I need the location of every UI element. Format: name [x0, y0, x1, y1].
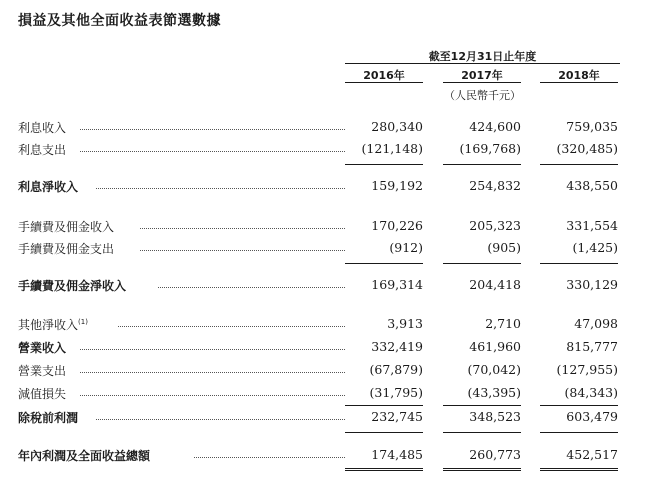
cell-2017: (169,768) [459, 141, 521, 156]
cell-2018: 452,517 [566, 447, 618, 462]
year-rule [443, 82, 521, 83]
subtotal-rule [540, 263, 618, 264]
row-label: 利息淨收入 [18, 180, 79, 194]
subtotal-rule [345, 405, 423, 406]
row-label: 手續費及佣金支出 [18, 242, 115, 256]
row-impairment-loss [18, 385, 618, 405]
total-double-rule [540, 468, 618, 471]
row-label: 減值損失 [18, 387, 67, 401]
cell-2017: 461,960 [469, 339, 521, 354]
cell-2018: (127,955) [556, 362, 618, 377]
cell-2017: 348,523 [469, 409, 521, 424]
leader-dots [80, 151, 345, 152]
cell-2016: 170,226 [371, 218, 423, 233]
subtotal-rule [345, 263, 423, 264]
cell-2016: 232,745 [371, 409, 423, 424]
year-header-2018: 2018年 [558, 69, 600, 82]
cell-2017: (43,395) [467, 385, 521, 400]
leader-dots [80, 372, 345, 373]
leader-dots [80, 395, 345, 396]
year-header-2017: 2017年 [461, 69, 503, 82]
row-interest-income [18, 119, 618, 139]
total-double-rule [345, 468, 423, 471]
footnote-marker: (1) [78, 318, 88, 326]
row-fee-expense [18, 240, 618, 260]
unit-label: （人民幣千元） [444, 89, 521, 102]
leader-dots [80, 349, 345, 350]
leader-dots [194, 457, 345, 458]
header-rule [345, 63, 620, 64]
subtotal-rule [345, 432, 423, 433]
year-rule [345, 82, 423, 83]
row-label: 手續費及佣金淨收入 [18, 279, 127, 293]
cell-2018: (320,485) [556, 141, 618, 156]
leader-dots [118, 326, 345, 327]
period-header: 截至12月31日止年度 [428, 50, 537, 63]
row-label [18, 316, 88, 333]
leader-dots [80, 129, 345, 130]
cell-2016: (121,148) [361, 141, 423, 156]
subtotal-rule [443, 263, 521, 264]
cell-2016: 174,485 [371, 447, 423, 462]
leader-dots [96, 188, 345, 189]
row-label: 利息收入 [18, 121, 67, 135]
row-interest-expense [18, 141, 618, 161]
leader-dots [96, 419, 345, 420]
cell-2017: 205,323 [469, 218, 521, 233]
cell-2016: 332,419 [371, 339, 423, 354]
row-net-interest-income [18, 178, 618, 198]
cell-2016: 280,340 [371, 119, 423, 134]
row-net-fee-income [18, 277, 618, 297]
row-label: 利息支出 [18, 143, 67, 157]
row-profit-before-tax [18, 409, 618, 429]
cell-2017: 2,710 [485, 316, 521, 331]
cell-2018: (84,343) [564, 385, 618, 400]
row-fee-income [18, 218, 618, 238]
row-other-net-income [18, 316, 618, 336]
total-double-rule [443, 468, 521, 471]
cell-2016: (67,879) [369, 362, 423, 377]
table-title: 損益及其他全面收益表節選數據 [18, 13, 221, 29]
cell-2018: 331,554 [566, 218, 618, 233]
leader-dots [158, 287, 345, 288]
cell-2018: 603,479 [566, 409, 618, 424]
year-rule [540, 82, 618, 83]
cell-2016: (912) [389, 240, 423, 255]
cell-2017: 424,600 [469, 119, 521, 134]
cell-2016: 3,913 [387, 316, 423, 331]
cell-2018: 815,777 [566, 339, 618, 354]
cell-2016: 169,314 [371, 277, 423, 292]
cell-2018: 47,098 [574, 316, 618, 331]
leader-dots [140, 228, 345, 229]
subtotal-rule [540, 164, 618, 165]
subtotal-rule [540, 432, 618, 433]
leader-dots [140, 250, 345, 251]
cell-2018: 330,129 [566, 277, 618, 292]
row-total-comprehensive-income [18, 447, 618, 467]
row-operating-expense [18, 362, 618, 382]
cell-2016: (31,795) [369, 385, 423, 400]
cell-2018: (1,425) [572, 240, 618, 255]
subtotal-rule [345, 164, 423, 165]
year-header-2016: 2016年 [363, 69, 405, 82]
subtotal-rule [443, 432, 521, 433]
cell-2017: 260,773 [469, 447, 521, 462]
row-label: 除稅前利潤 [18, 411, 79, 425]
row-label-text: 其他淨收入 [18, 318, 79, 332]
subtotal-rule [443, 405, 521, 406]
cell-2017: (905) [487, 240, 521, 255]
cell-2018: 438,550 [566, 178, 618, 193]
subtotal-rule [443, 164, 521, 165]
subtotal-rule [540, 405, 618, 406]
cell-2016: 159,192 [371, 178, 423, 193]
cell-2017: 204,418 [469, 277, 521, 292]
row-label: 營業收入 [18, 341, 67, 355]
cell-2018: 759,035 [566, 119, 618, 134]
cell-2017: (70,042) [467, 362, 521, 377]
row-operating-income [18, 339, 618, 359]
row-label: 手續費及佣金收入 [18, 220, 115, 234]
row-label: 營業支出 [18, 364, 67, 378]
row-label: 年內利潤及全面收益總額 [18, 449, 151, 463]
cell-2017: 254,832 [469, 178, 521, 193]
